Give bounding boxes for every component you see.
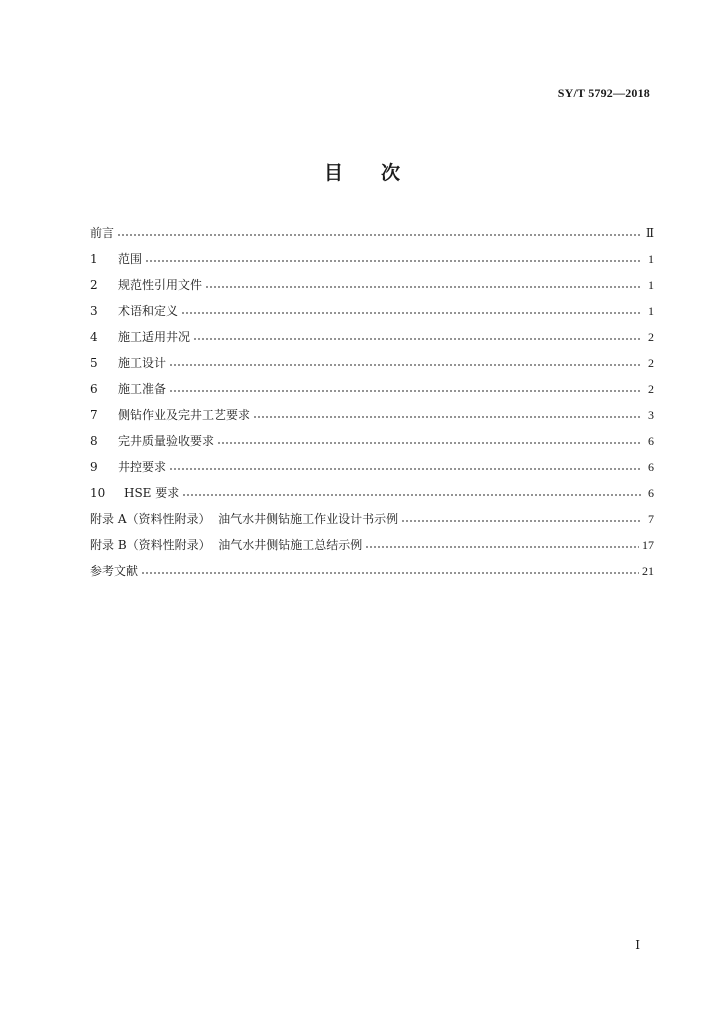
- toc-entry-5[interactable]: [90, 356, 654, 382]
- toc-entry-label: 施工设计: [118, 356, 167, 370]
- toc-entry-number: 7: [90, 408, 98, 422]
- toc-entry-number: 6: [90, 382, 98, 396]
- toc-entry-number: 9: [90, 460, 98, 474]
- toc-page-number: 21: [642, 564, 654, 578]
- toc-entry-1[interactable]: [90, 252, 654, 278]
- toc-entry-2[interactable]: [90, 278, 654, 304]
- toc-leader-dots: [169, 357, 641, 367]
- toc-page-number: 7: [648, 512, 654, 526]
- toc-leader-dots: [141, 565, 639, 575]
- toc-entry-number: 4: [90, 330, 98, 344]
- toc-page-number: 1: [648, 304, 654, 318]
- toc-entry-foreword[interactable]: [90, 226, 654, 252]
- toc-page-number: 2: [648, 382, 654, 396]
- toc-page-number: 6: [648, 434, 654, 448]
- toc-leader-dots: [217, 435, 641, 445]
- toc-entry-number: 2: [90, 278, 98, 292]
- standard-code: SY/T 5792—2018: [557, 86, 650, 100]
- toc-page-number: 1: [648, 252, 654, 266]
- toc-entry-label: 井控要求: [118, 460, 167, 474]
- toc-entry-8[interactable]: [90, 434, 654, 460]
- toc-page-number: 2: [648, 356, 654, 370]
- toc-entry-label: 规范性引用文件: [118, 278, 203, 292]
- toc-entry-label: 施工适用井况: [118, 330, 191, 344]
- toc-leader-dots: [145, 253, 641, 263]
- toc-entry-number: 8: [90, 434, 98, 448]
- toc-page-number: 3: [648, 408, 654, 422]
- toc-entry-10[interactable]: [90, 486, 654, 512]
- toc-leader-dots: [401, 513, 641, 523]
- toc-leader-dots: [117, 227, 641, 237]
- toc-page-number: 6: [648, 460, 654, 474]
- page-number: Ⅰ: [635, 938, 640, 952]
- toc-entry-9[interactable]: [90, 460, 654, 486]
- toc-entry-appendix-a[interactable]: [90, 512, 654, 538]
- toc-entry-label: 参考文献: [90, 564, 139, 578]
- toc-entry-label: 完井质量验收要求: [118, 434, 215, 448]
- toc-heading: [0, 158, 724, 185]
- toc-page-number: 6: [648, 486, 654, 500]
- toc-entry-number: 5: [90, 356, 98, 370]
- toc-leader-dots: [205, 279, 641, 289]
- toc-entry-4[interactable]: [90, 330, 654, 356]
- toc-heading-char-2: 次: [381, 162, 401, 184]
- toc-entry-label: 范围: [118, 252, 143, 266]
- toc-entry-6[interactable]: [90, 382, 654, 408]
- toc-heading-char-1: 目: [323, 162, 343, 184]
- toc-entry-references[interactable]: [90, 564, 654, 590]
- toc-entry-label: 附录 B（资料性附录） 油气水井侧钻施工总结示例: [90, 538, 363, 552]
- table-of-contents: [90, 226, 654, 590]
- toc-entry-number: 3: [90, 304, 98, 318]
- toc-page-number: 17: [642, 538, 654, 552]
- toc-entry-7[interactable]: [90, 408, 654, 434]
- toc-leader-dots: [181, 305, 641, 315]
- toc-entry-label: 前言: [90, 226, 115, 240]
- toc-entry-label: 附录 A（资料性附录） 油气水井侧钻施工作业设计书示例: [90, 512, 399, 526]
- toc-entry-label: 术语和定义: [118, 304, 179, 318]
- toc-leader-dots: [253, 409, 641, 419]
- toc-leader-dots: [182, 487, 641, 497]
- toc-page-number: Ⅱ: [645, 226, 654, 240]
- toc-leader-dots: [169, 461, 641, 471]
- toc-entry-3[interactable]: [90, 304, 654, 330]
- toc-leader-dots: [365, 539, 639, 549]
- toc-leader-dots: [193, 331, 641, 341]
- toc-page-number: 1: [648, 278, 654, 292]
- toc-leader-dots: [169, 383, 641, 393]
- toc-entry-label: 侧钻作业及完井工艺要求: [118, 408, 251, 422]
- toc-entry-label: 施工准备: [118, 382, 167, 396]
- toc-page-number: 2: [648, 330, 654, 344]
- toc-entry-number: 10: [90, 486, 106, 500]
- toc-entry-label: HSE 要求: [124, 486, 180, 500]
- toc-entry-appendix-b[interactable]: [90, 538, 654, 564]
- toc-entry-number: 1: [90, 252, 98, 266]
